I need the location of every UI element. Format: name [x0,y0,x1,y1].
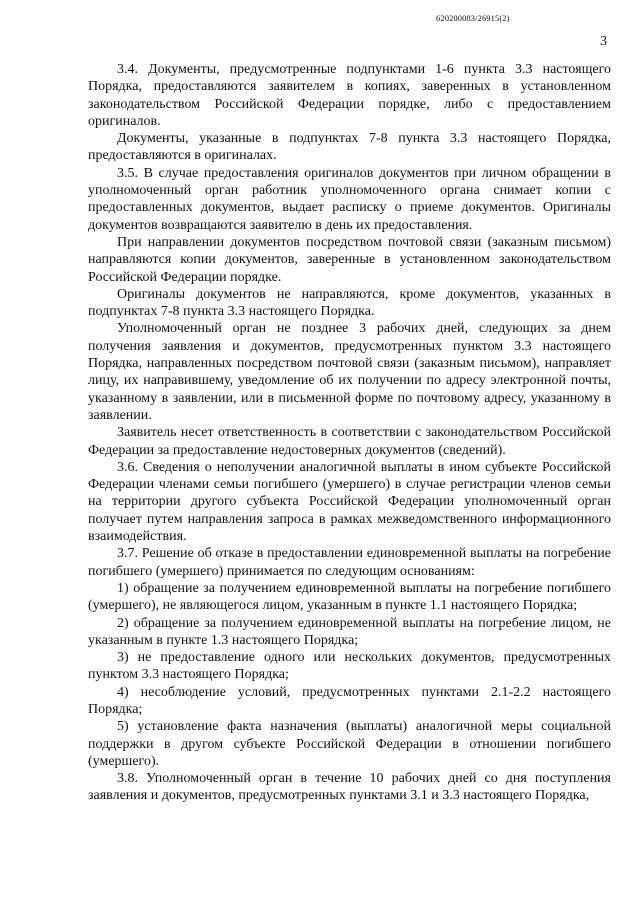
document-body [88,61,611,805]
paragraph-3-5-originals-not-sent: Оригиналы документов не направляются, кроме документов, указанных в подпунктах 7-8 пункта 3.3 настоящего Порядка. [88,286,611,320]
list-item-3-7-5: 5) установление факта назначения (выплаты) аналогичной меры социальной поддержки в другом субъекте Российской Федерации в отношении погибшего (умершего). [88,719,611,769]
page-number: 3 [600,34,607,49]
paragraph-3-7: 3.7. Решение об отказе в предоставлении единовременной выплаты на погребение погибшего (умершего) принимается по следующим основаниям: [88,546,611,579]
paragraph-3-5-notification: Уполномоченный орган не позднее 3 рабочих дней, следующих за днем получения заявления и документов, предусмотренных пунктом 3.3 настоящего Порядка, направленных посредством почтовой связи (заказным письмом), направляет лицу, их направившему, уведомление об их получении по адресу электронной почты, указанному в заявлении, или в письменной форме по почтовому адресу, указанному в заявлении. [88,321,611,423]
list-item-3-7-1: 1) обращение за получением единовременной выплаты на погребение погибшего (умершего), не являющегося лицом, указанным в пункте 1.1 настоящего Порядка; [88,580,611,614]
list-item-3-7-3: 3) не предоставление одного или нескольких документов, предусмотренных пунктом 3.3 настоящего Порядка; [88,650,611,683]
document-id: 620200083/26915(2) [436,13,510,23]
paragraph-3-5-postal: При направлении документов посредством почтовой связи (заказным письмом) направляются копии документов, заверенные в установленном законодательством Российской Федерации порядке. [88,234,611,285]
paragraph-3-5: 3.5. В случае предоставления оригиналов документов при личном обращении в уполномоченный орган работник уполномоченного органа снимает копии с предоставленных документов, выдает расписку о приеме документов. Оригиналы документов возвращаются заявителю в день их предоставления. [88,165,611,233]
paragraph-3-6: 3.6. Сведения о неполучении аналогичной выплаты в ином субъекте Российской Федерации членами семьи погибшего (умершего) в случае регистрации членов семьи на территории другого субъекта Российской Федерации уполномоченный орган получает путем направления запроса в рамках межведомственного информационного взаимодействия. [88,459,611,545]
paragraph-3-4-originals: Документы, указанные в подпунктах 7-8 пункта 3.3 настоящего Порядка, предоставляются в оригиналах. [88,131,611,164]
paragraph-3-4: 3.4. Документы, предусмотренные подпунктами 1-6 пункта 3.3 настоящего Порядка, предоставляются заявителем в копиях, заверенных в установленном законодательством Российской Федерации порядке, либо с предоставлением оригиналов. [88,62,611,129]
paragraph-3-8: 3.8. Уполномоченный орган в течение 10 рабочих дней со дня поступления заявления и документов, предусмотренных пунктами 3.1 и 3.3 настоящего Порядка, [88,771,611,804]
paragraph-3-5-responsibility: Заявитель несет ответственность в соответствии с законодательством Российской Федерации за предоставление недостоверных документов (сведений). [88,425,611,458]
list-item-3-7-2: 2) обращение за получением единовременной выплаты на погребение лицом, не указанным в пункте 1.3 настоящего Порядка; [88,615,611,648]
list-item-3-7-4: 4) несоблюдение условий, предусмотренных пунктами 2.1-2.2 настоящего Порядка; [88,684,611,717]
